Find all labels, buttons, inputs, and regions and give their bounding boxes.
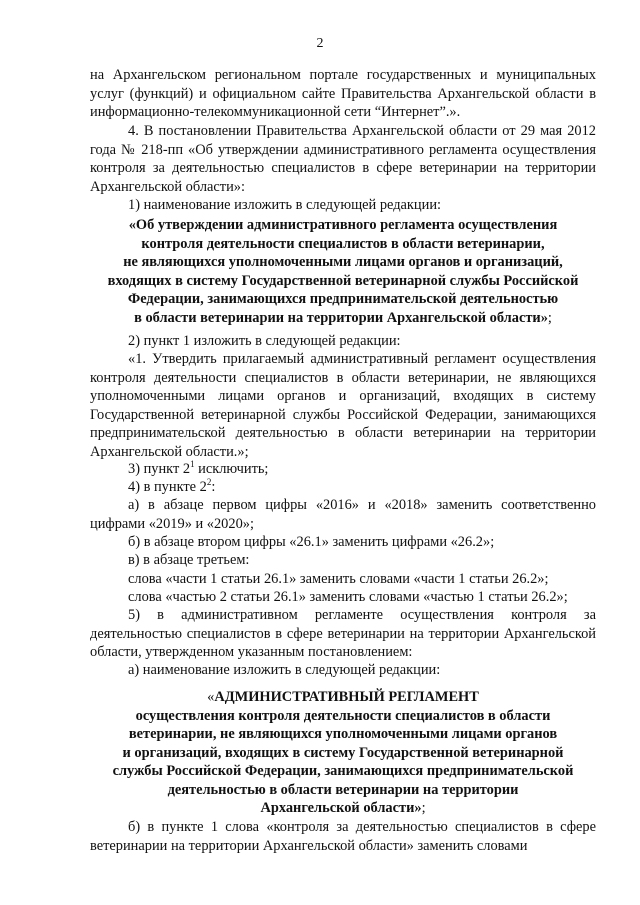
- subitem-1: 1) наименование изложить в следующей редакции:: [128, 197, 442, 213]
- subitem-4: 4) в пункте $2^2$:: [128, 477, 216, 495]
- title1-line: «Об утверждении административного регламента осуществления: [128, 217, 558, 233]
- new-title-block-1: [80, 216, 606, 327]
- title2-heading: «АДМИНИСТРАТИВНЫЙ РЕГЛАМЕНТ: [207, 689, 479, 705]
- subitem-5b: б) в пункте 1 слова «контроля за деятельностью специалистов в сфере ветеринарии на территории Архангельской области» заменить словами: [90, 819, 596, 854]
- title2-line: Архангельской области»;: [260, 800, 426, 816]
- paragraph-item-4: 4. В постановлении Правительства Архангельской области от 29 мая 2012 года № 218-пп «Об утверждении административного регламента осуществления контроля за деятельностью специалистов в сфере ветеринарии на территории Архангельской области»:: [90, 123, 596, 195]
- subitem-5: 5) в административном регламенте осуществления контроля за деятельностью специалистов в сфере ветеринарии на территории Архангельской области, утвержденном указанным постановлением:: [90, 607, 596, 660]
- title2-line: осуществления контроля деятельности специалистов в области: [135, 707, 551, 724]
- title1-line: не являющихся уполномоченными лицами органов и организаций,: [123, 254, 563, 270]
- subitem-5a: а) наименование изложить в следующей редакции:: [128, 662, 441, 678]
- subitem-4v-line1: слова «части 1 статьи 26.1» заменить словами «части 1 статьи 26.2»;: [128, 571, 549, 587]
- title2-line: ветеринарии, не являющихся уполномоченными лицами органов: [128, 726, 558, 742]
- new-title-block-2: [80, 688, 606, 818]
- subitem-2: 2) пункт 1 изложить в следующей редакции:: [128, 333, 401, 349]
- title2-line: и организаций, входящих в систему Государственной ветеринарной: [122, 744, 564, 761]
- page-number: 2: [316, 36, 324, 51]
- title1-line: в области ветеринарии на территории Архангельской области»;: [134, 309, 552, 326]
- title1-line: входящих в систему Государственной ветеринарной службы Российской: [107, 272, 579, 289]
- subitem-4a: а) в абзаце первом цифры «2016» и «2018» заменить соответственно цифрами «2019» и «2020»;: [90, 497, 596, 532]
- title1-line: Федерации, занимающихся предпринимательской деятельностью: [127, 291, 559, 307]
- subitem-4v-line2: слова «частью 2 статьи 26.1» заменить словами «частью 1 статьи 26.2»;: [128, 589, 568, 605]
- subitem-3: 3) пункт $2^1$ исключить;: [128, 459, 269, 477]
- title2-line: службы Российской Федерации, занимающихся предпринимательской: [112, 763, 574, 779]
- paragraph-portal: на Архангельском региональном портале государственных и муниципальных услуг (функций) и официальном сайте Правительства Архангельской области в информационно-телекоммуникационной сети “Интернет”.».: [90, 67, 596, 120]
- subitem-4b: б) в абзаце втором цифры «26.1» заменить цифрами «26.2»;: [128, 534, 495, 550]
- title2-line: деятельностью в области ветеринарии на территории: [167, 781, 519, 798]
- subitem-2-quote: «1. Утвердить прилагаемый административный регламент осуществления контроля деятельности специалистов в области ветеринарии, не являющихся уполномоченными лицами органов и организаций, входящих в систему Государственной ветеринарной службы Российской Федерации, занимающихся предпринимательской деятельностью в области ветеринарии на территории Архангельской области.»;: [90, 351, 596, 460]
- subitem-4v: в) в абзаце третьем:: [128, 552, 250, 568]
- title1-line: контроля деятельности специалистов в области ветеринарии,: [141, 235, 545, 252]
